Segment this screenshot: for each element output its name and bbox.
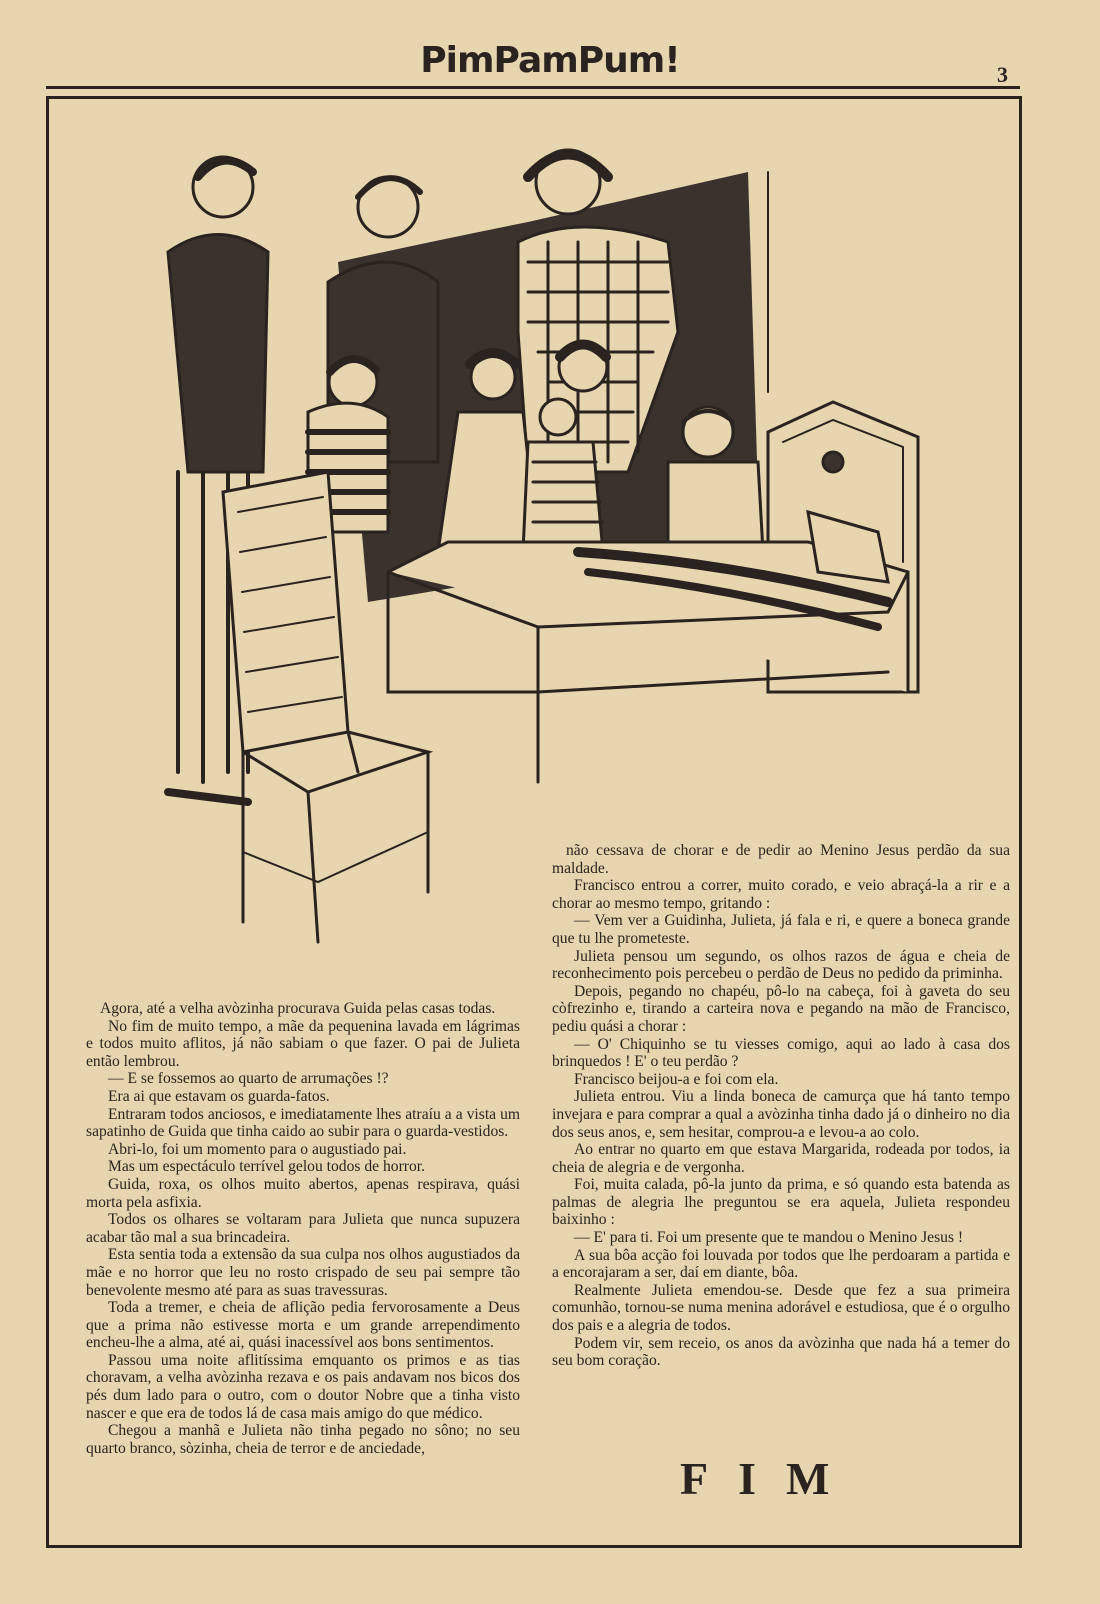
paragraph: Podem vir, sem receio, os anos da avòzinha que nada há a temer do seu bom coração. — [552, 1334, 1010, 1370]
paragraph: Era ai que estavam os guarda-fatos. — [108, 1087, 330, 1105]
paragraph: — E se fossemos ao quarto de arrumações !? — [108, 1070, 389, 1088]
paragraph: Toda a tremer, e cheia de aflição pedia fervorosamente a Deus que a prima não estivesse morta e um grande arrependimento encheu-lhe a alma, até ai, quási inacessível aos bons sentimentos. — [86, 1299, 520, 1352]
page-number: 3 — [997, 62, 1008, 87]
paragraph: A sua bôa acção foi louvada por todos que lhe perdoaram a partida e a encorajaram a ser, daí em diante, bôa. — [552, 1246, 1010, 1282]
paragraph: não cessava de chorar e de pedir ao Menino Jesus perdão da sua maldade. — [552, 842, 1010, 877]
paragraph: Julieta pensou um segundo, os olhos razos de água e cheia de reconhecimento pois percebeu o perdão de Deus no pedido da priminha. — [552, 947, 1010, 983]
paragraph: Realmente Julieta emendou-se. Desde que fez a sua primeira comunhão, tornou-se numa menina adorável e estudiosa, que é o orgulho dos pais e a alegria de todos. — [552, 1281, 1010, 1335]
paragraph: Ao entrar no quarto em que estava Margarida, rodeada por todos, ia cheia de alegria e de vergonha. — [552, 1141, 1010, 1176]
paragraph: Depois, pegando no chapéu, pô-lo na cabeça, foi à gaveta do seu còfrezinho e, tirando a carteira nova e pegando na mão de Francisco, pediu quási a chorar : — [552, 982, 1010, 1035]
paragraph: Julieta entrou. Viu a linda boneca de camurça que há tanto tempo invejara e para comprar a qual a avòzinha tinha dado já o dinheiro no dia dos seus anos, e, sem hesitar, comprou-a e levou-a ao colo. — [552, 1088, 1010, 1141]
paragraph: Francisco beijou-a e foi com ela. — [574, 1070, 779, 1088]
closing-fim: FIM — [680, 1453, 860, 1504]
paragraph: Passou uma noite aflitíssima emquanto os primos e as tias choravam, a velha avòzinha rezava e os pais andavam nos bicos dos pés dum lado para o outro, com o doutor Nobre que a tinha visto nascer e que era de todos lá de casa mais amigo do que médico. — [86, 1351, 520, 1422]
paragraph: Mas um espectáculo terrível gelou todos de horror. — [108, 1158, 425, 1176]
top-rule — [46, 86, 1020, 89]
paragraph: — E' para ti. Foi um presente que te mandou o Menino Jesus ! — [574, 1229, 964, 1247]
paragraph: — Vem ver a Guidinha, Julieta, já fala e ri, e quere a boneca grande que tu lhe prometeste. — [552, 912, 1010, 947]
paragraph: Abri-lo, foi um momento para o augustiado pai. — [108, 1140, 407, 1158]
paragraph: Agora, até a velha avòzinha procurava Guida pelas casas todas. — [100, 1000, 496, 1017]
paragraph: Entraram todos anciosos, e imediatamente lhes atraíu a a vista um sapatinho de Guida que tinha caido ao subir para o guarda-vestidos. — [86, 1105, 520, 1141]
left-text-column — [86, 1000, 520, 1457]
masthead-logo: PimPamPum! — [420, 40, 680, 81]
paragraph: Esta sentia toda a extensão da sua culpa nos olhos augustiados da mãe e no horror que leu no rosto crispado de seu pai sempre tão benevolente mesmo até para as suas travessuras. — [86, 1246, 520, 1299]
paragraph: Foi, muita calada, pô-la junto da prima, e só quando esta batenda as palmas de alegria lhe preguntou se era aquela, Julieta respondeu baixinho : — [552, 1176, 1010, 1229]
paragraph: Francisco entrou a correr, muito corado, e veio abraçá-la a rir e a chorar ao mesmo tempo, gritando : — [552, 877, 1010, 912]
paragraph: Todos os olhares se voltaram para Julieta que nunca supuzera acabar tão mal a sua brincadeira. — [86, 1211, 520, 1246]
paragraph: Chegou a manhã e Julieta não tinha pegado no sôno; no seu quarto branco, sòzinha, cheia de terror e de anciedade, — [86, 1422, 520, 1457]
paragraph: — O' Chiquinho se tu viesses comigo, aqui ao lado à casa dos brinquedos ! E' o teu perdão ? — [552, 1035, 1010, 1071]
right-text-column — [552, 842, 1010, 1370]
paragraph: Guida, roxa, os olhos muito abertos, apenas respirava, quási morta pela asfixia. — [86, 1175, 520, 1211]
paragraph: No fim de muito tempo, a mãe da pequenina lavada em lágrimas e todos muito aflitos, já não sabiam o que fazer. O pai de Julieta então lembrou. — [86, 1017, 520, 1070]
